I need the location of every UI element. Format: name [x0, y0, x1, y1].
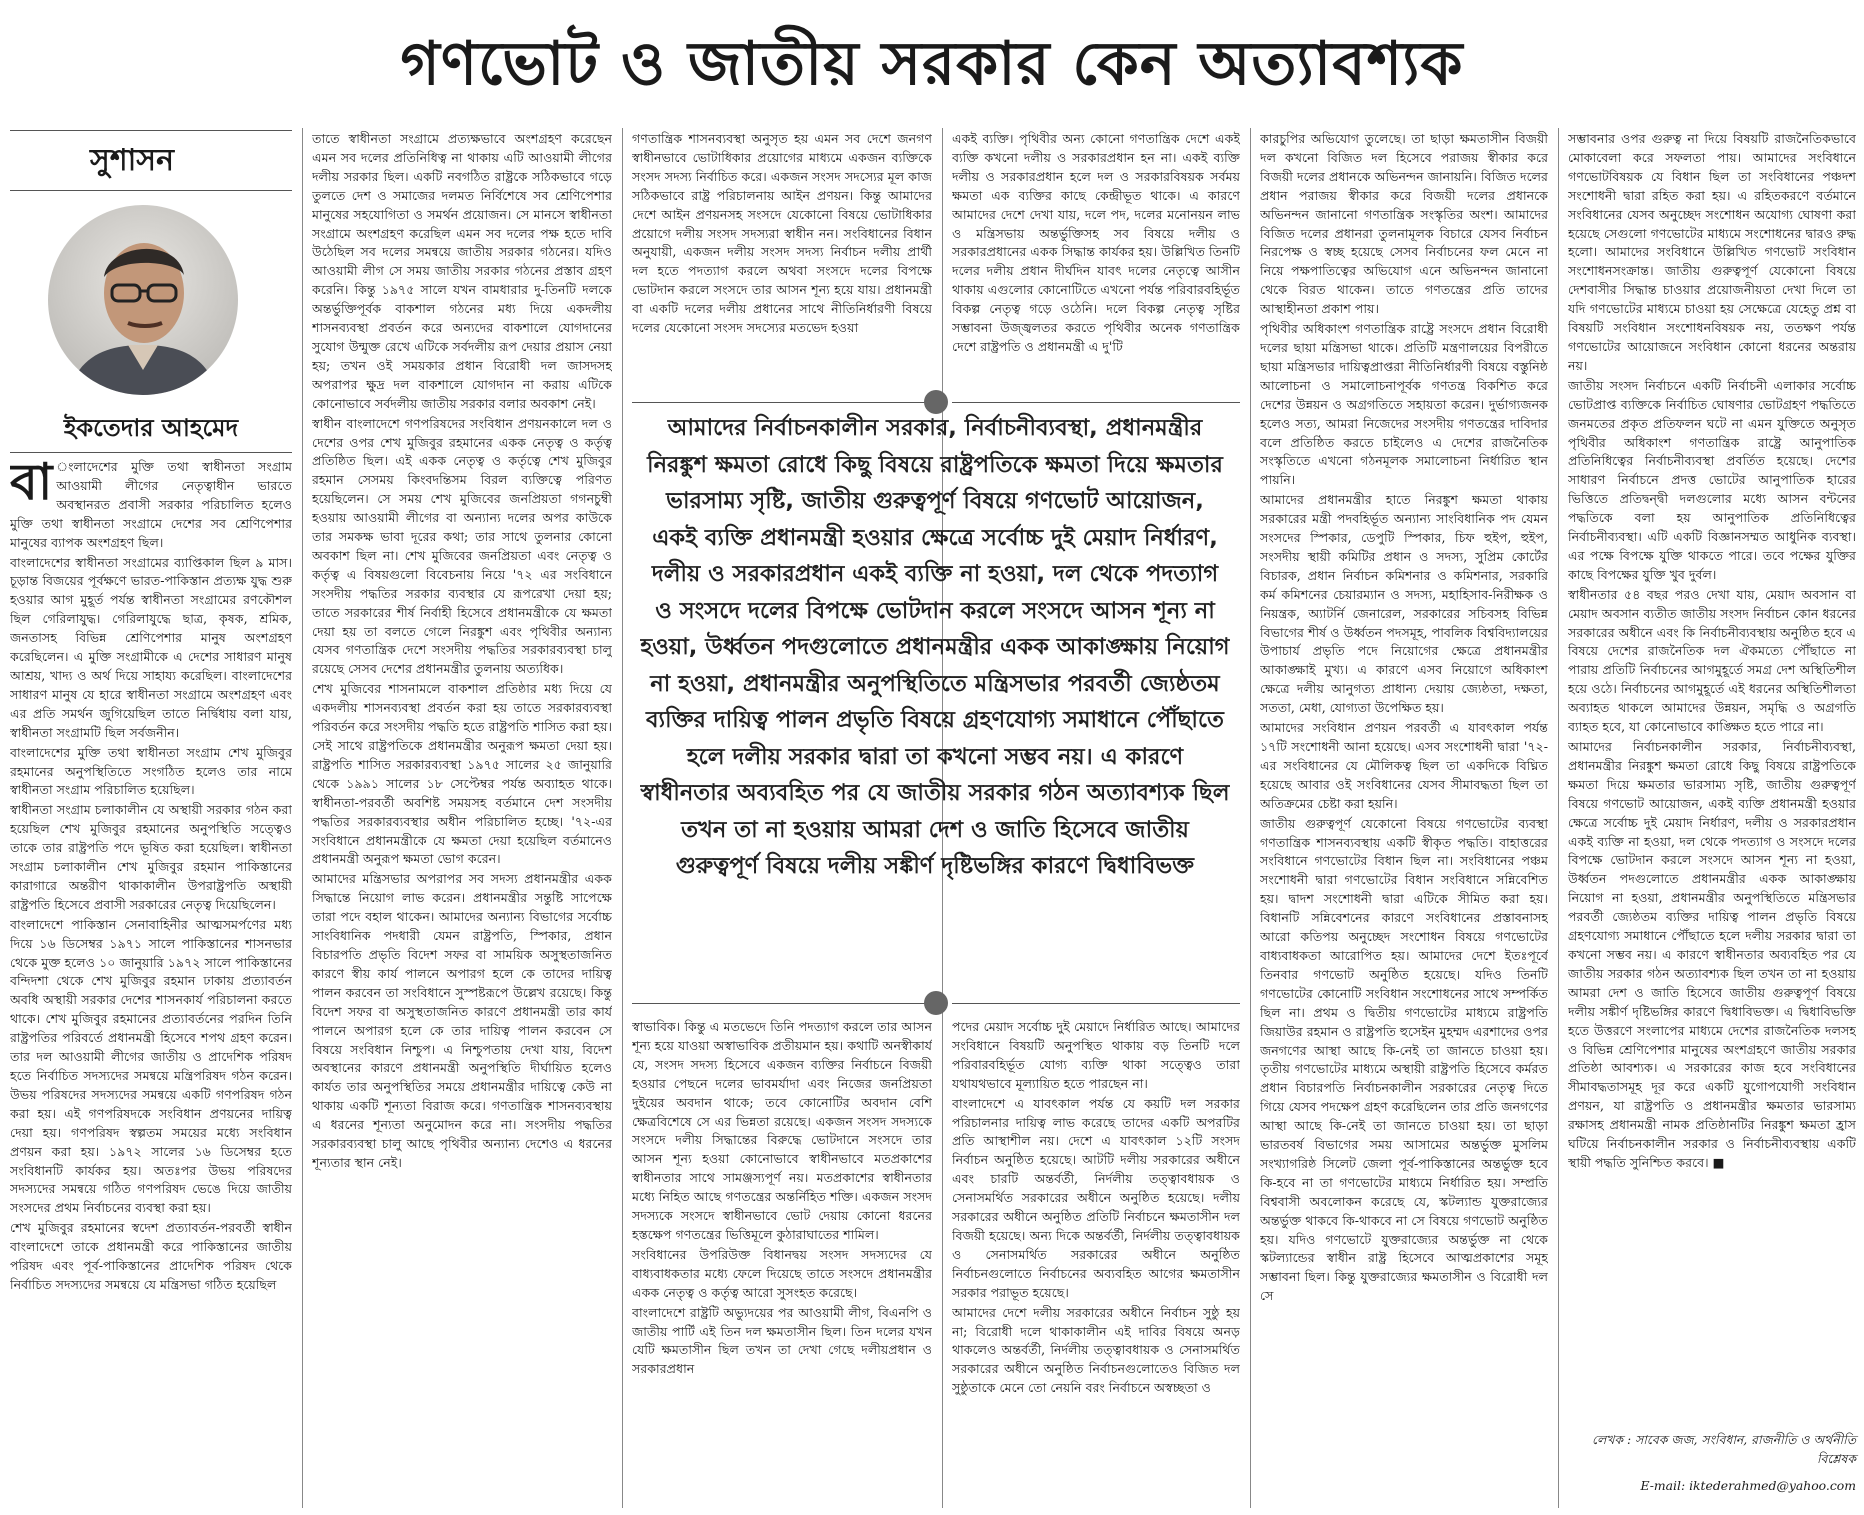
column-rule	[1558, 128, 1559, 1508]
column-3-bottom	[632, 1018, 932, 1505]
column-4-bottom	[952, 1018, 1240, 1505]
paragraph: বা ংলাদেশের মুক্তি তথা স্বাধীনতা সংগ্রাম আওয়ামী লীগের নেতৃত্বাধীন ভারতে অবস্থানরত প্রবাসী সরকার পরিচালিত হলেও মুক্তি তথা স্বাধীনতা সংগ্রামে দেশের সব শ্রেণিপেশার মানুষের ব্যাপক অংশগ্রহণ ছিল।	[10, 458, 292, 550]
column-rule	[622, 128, 623, 1508]
column-1	[10, 458, 292, 1505]
pull-quote: আমাদের নির্বাচনকালীন সরকার, নির্বাচনীব্যবস্থা, প্রধানমন্ত্রীর নিরঙ্কুশ ক্ষমতা রোধে কিছু বিষয়ে রাষ্ট্রপতিকে ক্ষমতা দিয়ে ক্ষমতার ভারসাম্য সৃষ্টি, জাতীয় গুরুত্বপূর্ণ বিষয়ে গণভোট আয়োজন, একই ব্যক্তি প্রধানমন্ত্রী হওয়ার ক্ষেত্রে সর্বোচ্চ দুই মেয়াদ নির্ধারণ, দলীয় ও সরকারপ্রধান একই ব্যক্তি না হওয়া, দল থেকে পদত্যাগ ও সংসদে দলের বিপক্ষে ভোটদান করলে সংসদে আসন শূন্য না হওয়া, উর্ধ্বতন পদগুলোতে প্রধানমন্ত্রীর একক আকাঙ্ক্ষায় নিয়োগ না হওয়া, প্রধানমন্ত্রীর অনুপস্থিতিতে মন্ত্রিসভার পরবর্তী জ্যেষ্ঠতম ব্যক্তির দায়িত্ব পালন প্রভৃতি বিষয়ে গ্রহণযোগ্য সমাধানে পৌঁছাতে হলে দলীয় সরকার দ্বারা তা কখনো সম্ভব নয়। এ কারণে স্বাধীনতার অব্যবহিত পর যে জাতীয় সরকার গঠন অত্যাবশ্যক ছিল তখন তা না হওয়ায় আমরা দেশ ও জাতি হিসেবে জাতীয় গুরুত্বপূর্ণ বিষয়ে দলীয় সঙ্কীর্ণ দৃষ্টিভঙ্গির কারণে দ্বিধাবিভক্ত	[640, 415, 1230, 879]
column-6	[1568, 130, 1856, 1420]
author-email: E-mail: iktederahmed@yahoo.com	[1640, 1478, 1856, 1493]
paragraph: সংবিধানের উপরিউক্ত বিধানদ্বয় সংসদ সদস্যদের যে বাধ্যবাধকতার মধ্যে ফেলে দিয়েছে তাতে সংসদে প্রধানমন্ত্রীর একক নেতৃত্ব ও কর্তৃত্ব আরো সুসংহত করেছে।	[632, 1246, 932, 1300]
headline: গণভোট ও জাতীয় সরকার কেন অত্যাবশ্যক	[400, 29, 1464, 99]
paragraph: শেখ মুজিবের শাসনামলে বাকশাল প্রতিষ্ঠার মধ্য দিয়ে যে একদলীয় শাসনব্যবস্থা প্রবর্তন করা হয় তাতে সরকারব্যবস্থা পরিবর্তন করে সংসদীয় পদ্ধতি হতে রাষ্ট্রপতি শাসিত করা হয়। সেই সাথে রাষ্ট্রপতিকে প্রধানমন্ত্রীর অনুরূপ ক্ষমতা দেয়া হয়। রাষ্ট্রপতি শাসিত সরকারব্যবস্থা ১৯৭৫ সালের ২৫ জানুয়ারি থেকে ১৯৯১ সালের ১৮ সেপ্টেম্বর পর্যন্ত অব্যাহত থাকে। স্বাধীনতা-পরবর্তী অবশিষ্ট সময়সহ বর্তমানে দেশ সংসদীয় পদ্ধতির সরকারব্যবস্থার অধীন পরিচালিত হচ্ছে। '৭২-এর সংবিধানে প্রধানমন্ত্রীকে যে ক্ষমতা দেয়া হয়েছিল বর্তমানেও প্রধানমন্ত্রী অনুরূপ ক্ষমতা ভোগ করেন।	[312, 681, 612, 867]
paragraph: আমাদের নির্বাচনকালীন সরকার, নির্বাচনীব্যবস্থা, প্রধানমন্ত্রীর নিরঙ্কুশ ক্ষমতা রোধে কিছু বিষয়ে রাষ্ট্রপতিকে ক্ষমতা দিয়ে ক্ষমতার ভারসাম্য সৃষ্টি, জাতীয় গুরুত্বপূর্ণ বিষয়ে গণভোট আয়োজন, একই ব্যক্তি প্রধানমন্ত্রী হওয়ার ক্ষেত্রে সর্বোচ্চ দুই মেয়াদ নির্ধারণ, দলীয় ও সরকারপ্রধান একই ব্যক্তি না হওয়া, দল থেকে পদত্যাগ ও সংসদে দলের বিপক্ষে ভোটদান করলে সংসদে আসন শূন্য না হওয়া, উর্ধ্বতন পদগুলোতে প্রধানমন্ত্রীর একক আকাঙ্ক্ষায় নিয়োগ না হওয়া, প্রধানমন্ত্রীর অনুপস্থিতিতে মন্ত্রিসভার পরবর্তী জ্যেষ্ঠতম ব্যক্তির দায়িত্ব পালন প্রভৃতি বিষয়ে গ্রহণযোগ্য সমাধানে পৌঁছাতে হলে দলীয় সরকার দ্বারা তা কখনো সম্ভব নয়। এ কারণে স্বাধীনতার অব্যবহিত পর যে জাতীয় সরকার গঠন অত্যাবশ্যক ছিল তখন তা না হওয়ায় আমরা দেশ ও জাতি হিসেবে জাতীয় গুরুত্বপূর্ণ বিষয়ে দলীয় সঙ্কীর্ণ দৃষ্টিভঙ্গির কারণে দ্বিধাবিভক্ত। এ দ্বিধাবিভক্তি হতে উত্তরণে সংলাপের মাধ্যমে দেশের রাজনৈতিক দলসহ ও বিভিন্ন শ্রেণিপেশার মানুষের অংশগ্রহণে জাতীয় সরকার প্রতিষ্ঠা আবশ্যক। এ সরকারের কাজ হবে সংবিধানের সীমাবদ্ধতাসমূহ দূর করে একটি যুগোপযোগী সংবিধান প্রণয়ন, যা রাষ্ট্রপতি ও প্রধানমন্ত্রীর ক্ষমতার ভারসাম্য রক্ষাসহ প্রধানমন্ত্রী নামক প্রতিষ্ঠানটির নিরঙ্কুশ ক্ষমতা হ্রাস ঘটিয়ে নির্বাচনকালীন সরকার ও নির্বাচনীব্যবস্থায় একটি স্থায়ী পদ্ধতি সুনিশ্চিত করবে। ■	[1568, 739, 1856, 1170]
quote-dot-bottom	[924, 991, 948, 1015]
author-name: ইকতেদার আহমেদ	[63, 414, 239, 442]
column-2	[312, 130, 612, 1505]
paragraph: জাতীয় সংসদ নির্বাচনে একটি নির্বাচনী এলাকার সর্বোচ্চ ভোটপ্রাপ্ত ব্যক্তিকে নির্বাচিত ঘোষণার ভোটগ্রহণ পদ্ধতিতে জনমতের প্রকৃত প্রতিফলন ঘটে না এমন যুক্তিতে অনুসৃত পৃথিবীর অধিকাংশ গণতান্ত্রিক রাষ্ট্রে আনুপাতিক প্রতিনিধিত্বের নির্বাচনীব্যবস্থা প্রবর্তিত হয়েছে। দেশের সাধারণ নির্বাচনে প্রদত্ত ভোটের আনুপাতিক হারের ভিত্তিতে প্রতিদ্বন্দ্বী দলগুলোর মধ্যে আসন বন্টনের পদ্ধতিকে বলা হয় আনুপাতিক প্রতিনিধিত্বের নির্বাচনীব্যবস্থা। এটি একটি বিজ্ঞানসম্মত আধুনিক ব্যবস্থা। এর পক্ষে বিপক্ষে যুক্তি থাকতে পারে। তবে পক্ষের যুক্তির কাছে বিপক্ষের যুক্তি খুব দুর্বল।	[1568, 377, 1856, 582]
paragraph: তাতে স্বাধীনতা সংগ্রামে প্রত্যক্ষভাবে অংশগ্রহণ করেছেন এমন সব দলের প্রতিনিধিত্ব না থাকায় এটি আওয়ামী লীগের দলীয় সরকার ছিল। একটি নবগঠিত রাষ্ট্রকে সঠিকভাবে গড়ে তুলতে দেশ ও সমাজের দলমত নির্বিশেষে সব শ্রেণিপেশার মানুষের সহযোগিতা ও সমর্থন প্রয়োজন। সে মানসে স্বাধীনতা সংগ্রামে অংশগ্রহণ করেছিল এমন সব দলের পক্ষ হতে দাবি উঠেছিল সব দলের সমন্বয়ে জাতীয় সরকার গঠনের। যদিও আওয়ামী লীগ সে সময় জাতীয় সরকার গঠনের প্রস্তাব গ্রহণ করেনি। কিন্তু ১৯৭৫ সালে যখন বামধারার দু-তিনটি দলকে অন্তর্ভুক্তিপূর্বক বাকশাল গঠনের মধ্য দিয়ে একদলীয় শাসনব্যবস্থা প্রবর্তন করে অন্যদের বাকশালে যোগদানের সুযোগ উন্মুক্ত রেখে এটিকে সর্বদলীয় রূপ দেয়ার প্রয়াস নেয়া হয়; তখন ওই সময়কার প্রধান বিরোধী দল জাসদসহ অপরাপর ক্ষুদ্র দল বাকশালে যোগদান না করায় এটিকে কোনোভাবে সর্বদলীয় জাতীয় সরকার বলার অবকাশ নেই।	[312, 131, 612, 411]
column-rule	[302, 128, 303, 1508]
author-photo	[48, 205, 238, 395]
quote-rule-top	[952, 402, 1240, 403]
paragraph: বাংলাদেশের স্বাধীনতা সংগ্রামের ব্যাপ্তিকাল ছিল ৯ মাস। চূড়ান্ত বিজয়ের পূর্বক্ষণে ভারত-পাকিস্তান প্রত্যক্ষ যুদ্ধ শুরু হওয়ার আগ মুহূর্ত পর্যন্ত স্বাধীনতা সংগ্রামের রণকৌশল ছিল গেরিলাযুদ্ধ। গেরিলাযুদ্ধে ছাত্র, কৃষক, শ্রমিক, জনতাসহ বিভিন্ন শ্রেণিপেশার মানুষ অংশগ্রহণ করেছিলেন। এ মুক্তি সংগ্রামীকে এ দেশের সাধারণ মানুষ আশ্রয়, খাদ্য ও অর্থ দিয়ে সাহায্য করেছিল। বাংলাদেশের সাধারণ মানুষ যে হারে স্বাধীনতা সংগ্রামে অংশগ্রহণ এবং এর প্রতি সমর্থন জুগিয়েছিল তাতে নির্দ্বিধায় বলা যায়, স্বাধীনতা সংগ্রামটি ছিল সর্বজনীন।	[10, 554, 292, 740]
paragraph: সম্ভাবনার ওপর গুরুত্ব না দিয়ে বিষয়টি রাজনৈতিকভাবে মোকাবেলা করে সফলতা পায়। আমাদের সংবিধানে গণভোটবিষয়ক যে বিধান ছিল তা সংবিধানের পঞ্চদশ সংশোধনী দ্বারা রহিত করা হয়। এ রহিতকরণে বর্তমানে সংবিধানের যেসব অনুচ্ছেদ সংশোধন অযোগ্য ঘোষণা করা হয়েছে সেগুলো গণভোটের মাধ্যমে সংশোধনের দ্বারও রুদ্ধ হলো। আমাদের সংবিধানে উল্লিখিত গণভোট সংবিধান সংশোধনসংক্রান্ত। জাতীয় গুরুত্বপূর্ণ যেকোনো বিষয়ে দেশবাসীর সিদ্ধান্ত চাওয়ার প্রয়োজনীয়তা দেখা দিলে তা যদি গণভোটের মাধ্যমে চাওয়া হয় সেক্ষেত্রে যেহেতু প্রশ্ন বা বিষয়টি সংবিধান সংশোধনবিষয়ক নয়, ততক্ষণ পর্যন্ত গণভোটের আয়োজনে সংবিধান কোনো ধরনের অন্তরায় নয়।	[1568, 131, 1856, 373]
paragraph: কারচুপির অভিযোগ তুলেছে। তা ছাড়া ক্ষমতাসীন বিজয়ী দল কখনো বিজিত দল হিসেবে পরাজয় স্বীকার করে বিজয়ী দলের প্রধানকে অভিনন্দন জানায়নি। বিজিত দলের প্রধান পরাজয় স্বীকার করে বিজয়ী দলের প্রধানকে অভিনন্দন জানানো গণতান্ত্রিক সংস্কৃতির অংশ। আমাদের বিজিত দলের প্রধানরা তুলনামূলক বিচারে যেসব নির্বাচন নিরপেক্ষ ও স্বচ্ছ হয়েছে সেসব নির্বাচনের ফল মেনে না নিয়ে পক্ষপাতিত্বের অভিযোগ এনে অভিনন্দন জানানো থেকে বিরত থাকেন। তাতে গণতন্ত্রের প্রতি তাদের আস্থাহীনতা প্রকাশ পায়।	[1260, 131, 1548, 317]
quote-rule-bottom	[632, 1003, 932, 1004]
paragraph: একই ব্যক্তি। পৃথিবীর অন্য কোনো গণতান্ত্রিক দেশে একই ব্যক্তি কখনো দলীয় ও সরকারপ্রধান হন না। একই ব্যক্তি দলীয় ও সরকারপ্রধান হলে দল ও সরকারবিষয়ক সর্বময় ক্ষমতা এক ব্যক্তির কাছে কেন্দ্রীভূত থাকে। এ কারণে আমাদের দেশে দেখা যায়, দলে পদ, দলের মনোনয়ন লাভ ও মন্ত্রিসভায় অন্তর্ভুক্তিসহ সব বিষয়ে দলীয় ও সরকারপ্রধানের একক সিদ্ধান্ত কার্যকর হয়। উল্লিখিত তিনটি দলের দলীয় প্রধান দীর্ঘদিন যাবৎ দলের নেতৃত্বে আসীন থাকায় এগুলোর কোনোটিতে এখনো পর্যন্ত পরিবারবহির্ভূত বিকল্প নেতৃত্ব গড়ে ওঠেনি। দলে বিকল্প নেতৃত্ব সৃষ্টির সম্ভাবনা উজ্জ্বলতর করতে পৃথিবীর অনেক গণতান্ত্রিক দেশে রাষ্ট্রপতি ও প্রধানমন্ত্রী এ দু'টি	[952, 131, 1240, 354]
paragraph: জাতীয় গুরুত্বপূর্ণ যেকোনো বিষয়ে গণভোটের ব্যবস্থা গণতান্ত্রিক শাসনব্যবস্থায় একটি স্বীকৃত পদ্ধতি। বাহাত্তরের সংবিধানে গণভোটের বিধান ছিল না। সংবিধানের পঞ্চম সংশোধনী দ্বারা গণভোটের বিধান সংবিধানে সন্নিবেশিত হয়। দ্বাদশ সংশোধনী দ্বারা এটিকে সীমিত করা হয়। বিধানটি সন্নিবেশনের কারণে সংবিধানের প্রস্তাবনাসহ আরো কতিপয় অনুচ্ছেদ সংশোধন বিষয়ে গণভোটের বাধ্যবাধকতা আরোপিত হয়। আমাদের দেশে ইতঃপূর্বে তিনবার গণভোট অনুষ্ঠিত হয়েছে। যদিও তিনটি গণভোটের কোনোটি সংবিধান সংশোধনের সাথে সম্পর্কিত ছিল না। প্রথম ও দ্বিতীয় গণভোটের মাধ্যমে রাষ্ট্রপতি জিয়াউর রহমান ও রাষ্ট্রপতি হুসেইন মুহম্মদ এরশাদের ওপর জনগণের আস্থা আছে কি-নেই তা জানতে চাওয়া হয়। তৃতীয় গণভোটের মাধ্যমে অস্থায়ী রাষ্ট্রপতি হিসেবে কর্মরত প্রধান বিচারপতি নির্বাচনকালীন সরকারের নেতৃত্ব দিতে গিয়ে যেসব পদক্ষেপ গ্রহণ করেছিলেন তার প্রতি জনগণের আস্থা আছে কি-নেই তা জানতে চাওয়া হয়। তা ছাড়া ভারতবর্ষ বিভাগের সময় আসামের অন্তর্ভুক্ত মুসলিম সংখ্যাগরিষ্ঠ সিলেট জেলা পূর্ব-পাকিস্তানের অন্তর্ভুক্ত হবে কি-হবে না তা গণভোটের মাধ্যমে নির্ধারিত হয়। সম্প্রতি বিশ্ববাসী অবলোকন করেছে যে, স্কটল্যান্ড যুক্তরাজ্যের অন্তর্ভুক্ত থাকবে কি-থাকবে না সে বিষয়ে গণভোট অনুষ্ঠিত হয়। যদিও গণভোটে যুক্তরাজ্যের অন্তর্ভুক্ত না থেকে স্কটল্যান্ডের স্বাধীন রাষ্ট্র হিসেবে আত্মপ্রকাশের সমূহ সম্ভাবনা ছিল। কিন্তু যুক্তরাজ্যের ক্ষমতাসীন ও বিরোধী দল সে	[1260, 815, 1548, 1304]
section-rule-top	[10, 130, 292, 131]
paragraph: স্বাধীন বাংলাদেশে গণপরিষদের সংবিধান প্রণয়নকালে দল ও দেশের ওপর শেখ মুজিবুর রহমানের একক নেতৃত্ব ও কর্তৃত্ব প্রতিষ্ঠিত ছিল। এই একক নেতৃত্ব ও কর্তৃত্বে শেখ মুজিবুর রহমান সেসময় কিংবদন্তিসম বিরল ব্যক্তিত্বে পরিণত হয়েছিলেন। সে সময় শেখ মুজিবের জনপ্রিয়তা গগনচুম্বী হওয়ায় আওয়ামী লীগের বা অন্যান্য দলের অপর কাউকে তার সমকক্ষ ভাবা দূরের কথা; তার সাথে তুলনার কোনো অবকাশ ছিল না। শেখ মুজিবের জনপ্রিয়তা এবং নেতৃত্ব ও কর্তৃত্ব এ বিষয়গুলো বিবেচনায় নিয়ে '৭২ এর সংবিধানে সংসদীয় পদ্ধতির সরকার ব্যবস্থার যে রূপরেখা দেয়া হয়; তাতে সরকারের শীর্ষ নির্বাহী হিসেবে প্রধানমন্ত্রীকে যে ক্ষমতা দেয়া হয় তা বলতে গেলে নিরঙ্কুশ এবং পৃথিবীর অন্যান্য যেসব গণতান্ত্রিক দেশে সংসদীয় পদ্ধতির সরকারব্যবস্থা চালু রয়েছে সেসব দেশের প্রধানমন্ত্রীর তুলনায় অত্যধিক।	[312, 415, 612, 677]
paragraph: গণতান্ত্রিক শাসনব্যবস্থা অনুসৃত হয় এমন সব দেশে জনগণ স্বাধীনভাবে ভোটাধিকার প্রয়োগের মাধ্যমে একজন ব্যক্তিকে সংসদ সদস্য নির্বাচিত করে। একজন সংসদ সদস্যের মূল কাজ সঠিকভাবে রাষ্ট্র পরিচালনায় আইন প্রণয়ন। কিন্তু আমাদের দেশে আইন প্রণয়নসহ সংসদে যেকোনো বিষয়ে ভোটাধিকার প্রয়োগে দলীয় সংসদ সদস্যরা স্বাধীন নন। সংবিধানের বিধান অনুযায়ী, একজন দলীয় সংসদ সদস্য নির্বাচন দলীয় প্রার্থী দল হতে পদত্যাগ করলে অথবা সংসদে দলের বিপক্ষে ভোটদান করলে সংসদে তার আসন শূন্য হয়ে যায়। প্রধানমন্ত্রী বা একটি দলের দলীয় প্রধানের সাথে নীতিনির্ধারণী বিষয়ে দলের যেকোনো সংসদ সদস্যের মতভেদ হওয়া	[632, 131, 932, 336]
paragraph: পদের মেয়াদ সর্বোচ্চ দুই মেয়াদে নির্ধারিত আছে। আমাদের সংবিধানে বিষয়টি অনুপস্থিত থাকায় বড় তিনটি দলে পরিবারবহির্ভূত যোগ্য ব্যক্তি থাকা সত্ত্বেও তারা যথাযথভাবে মূল্যায়িত হতে পারছেন না।	[952, 1019, 1240, 1091]
paragraph: আমাদের সংবিধান প্রণয়ন পরবর্তী এ যাবৎকাল পর্যন্ত ১৭টি সংশোধনী আনা হয়েছে। এসব সংশোধনী দ্বারা '৭২-এর সংবিধানের যে মৌলিকত্ব ছিল তা একদিকে বিঘ্নিত হয়েছে আবার ওই সংবিধানের যেসব সীমাবদ্ধতা ছিল তা অতিক্রমের চেষ্টা করা হয়নি।	[1260, 720, 1548, 811]
paragraph: স্বাধীনতা সংগ্রাম চলাকালীন যে অস্থায়ী সরকার গঠন করা হয়েছিল শেখ মুজিবুর রহমানের অনুপস্থিতি সত্ত্বেও তাকে তার রাষ্ট্রপতি পদে ভূষিত করা হয়েছিল। স্বাধীনতা সংগ্রাম চলাকালীন শেখ মুজিবুর রহমান পাকিস্তানের কারাগারে অন্তরীণ থাকাকালীন উপরাষ্ট্রপতি অস্থায়ী রাষ্ট্রপতি হিসেবে প্রবাসী সরকারের নেতৃত্ব দিয়েছিলেন।	[10, 802, 292, 912]
drop-cap: বা	[10, 458, 53, 511]
end-mark: ■	[1712, 1154, 1725, 1170]
paragraph: স্বাধীনতার ৫৪ বছর পরও দেখা যায়, মেয়াদ অবসান বা মেয়াদ অবসান ব্যতীত জাতীয় সংসদ নির্বাচন কোন ধরনের সরকারের অধীনে এবং কি নির্বাচনীব্যবস্থায় অনুষ্ঠিত হবে এ বিষয়ে দেশের রাজনৈতিক দল ঐকমত্যে পৌঁছাতে না পারায় প্রতিটি নির্বাচনের আগমুহূর্তে সমগ্র দেশ অস্থিতিশীল হয়ে ওঠে। নির্বাচনের আগমুহূর্তে এই ধরনের অস্থিতিশীলতা অব্যাহত থাকলে আমাদের উন্নয়ন, সমৃদ্ধি ও অগ্রগতি ব্যাহত হবে, যা কোনোভাবে কাঙ্ক্ষিত হতে পারে না।	[1568, 586, 1856, 735]
quote-rule-bottom	[952, 1003, 1240, 1004]
paragraph: বাংলাদেশের মুক্তি তথা স্বাধীনতা সংগ্রাম শেখ মুজিবুর রহমানের অনুপস্থিতিতে সংগঠিত হলেও তার নামে স্বাধীনতা সংগ্রাম পরিচালিত হয়েছিল।	[10, 744, 292, 798]
quote-rule-top	[632, 402, 932, 403]
byline-block	[1568, 1430, 1856, 1493]
paragraph: বাংলাদেশে পাকিস্তান সেনাবাহিনীর আত্মসমর্পণের মধ্য দিয়ে ১৬ ডিসেম্বর ১৯৭১ সালে পাকিস্তানের শাসনভার থেকে মুক্ত হলেও ১০ জানুয়ারি ১৯৭২ সালে পাকিস্তানের বন্দিদশা থেকে শেখ মুজিবুর রহমান ঢাকায় প্রত্যাবর্তন অবধি অস্থায়ী সরকার দেশের শাসনকার্য পরিচালনা করতে থাকে। শেখ মুজিবুর রহমানের প্রত্যাবর্তনের পরদিন তিনি রাষ্ট্রপতির পরিবর্তে প্রধানমন্ত্রী হিসেবে শপথ গ্রহণ করেন। তার দল আওয়ামী লীগের জাতীয় ও প্রাদেশিক পরিষদ হতে নির্বাচিত সদস্যদের সমন্বয়ে মন্ত্রিপরিষদ গঠন করেন। উভয় পরিষদের সদস্যদের সমন্বয়ে একটি গণপরিষদ গঠন করা হয়। এই গণপরিষদকে সংবিধান প্রণয়নের দায়িত্ব দেয়া হয়। গণপরিষদ স্বল্পতম সময়ের মধ্যে সংবিধান প্রণয়ন করা হয়। ১৯৭২ সালের ১৬ ডিসেম্বর হতে সংবিধানটি কার্যকর হয়। অতঃপর উভয় পরিষদের সদস্যদের সমন্বয়ে গঠিত গণপরিষদ ভেঙে দিয়ে জাতীয় সংসদের প্রথম নির্বাচনের ব্যবস্থা করা হয়।	[10, 916, 292, 1216]
column-rule	[1250, 128, 1251, 1508]
paragraph: বাংলাদেশে এ যাবৎকাল পর্যন্ত যে কয়টি দল সরকার পরিচালনার দায়িত্ব লাভ করেছে তাদের একটি অপরটির প্রতি আস্থাশীল নয়। দেশে এ যাবৎকাল ১২টি সংসদ নির্বাচন অনুষ্ঠিত হয়েছে। আটটি দলীয় সরকারের অধীনে এবং চারটি অন্তর্বর্তী, নির্দলীয় তত্ত্বাবধায়ক ও সেনাসমর্থিত সরকারের অধীনে অনুষ্ঠিত হয়েছে। দলীয় সরকারের অধীনে অনুষ্ঠিত প্রতিটি নির্বাচনে ক্ষমতাসীন দল বিজয়ী হয়েছে। অন্য দিকে অন্তর্বর্তী, নির্দলীয় তত্ত্বাবধায়ক ও সেনাসমর্থিত সরকারের অধীনে অনুষ্ঠিত নির্বাচনগুলোতে নির্বাচনের অব্যবহিত আগের ক্ষমতাসীন সরকার পরাভূত হয়েছে।	[952, 1095, 1240, 1300]
paragraph: শেখ মুজিবুর রহমানের স্বদেশ প্রত্যাবর্তন-পরবর্তী স্বাধীন বাংলাদেশে তাকে প্রধানমন্ত্রী করে পাকিস্তানের জাতীয় পরিষদ এবং পূর্ব-পাকিস্তানের প্রাদেশিক পরিষদ থেকে নির্বাচিত সদস্যদের সমন্বয়ে যে মন্ত্রিসভা গঠিত হয়েছিল	[10, 1220, 292, 1292]
column-3-top	[632, 130, 932, 385]
section-label: সুশাসন	[90, 143, 174, 178]
author-rule	[10, 452, 292, 453]
column-5	[1260, 130, 1548, 1505]
section-rule-bottom	[10, 190, 292, 191]
paragraph: আমাদের দেশে দলীয় সরকারের অধীনে নির্বাচন সুষ্ঠু হয় না; বিরোধী দলে থাকাকালীন এই দাবির বিষয়ে অনড় থাকলেও অন্তর্বর্তী, নির্দলীয় তত্ত্বাবধায়ক ও সেনাসমর্থিত সরকারের অধীনে অনুষ্ঠিত নির্বাচনগুলোতেও বিজিত দল সুষ্ঠুতাকে মেনে তো নেয়নি বরং নির্বাচনে অস্বচ্ছতা ও	[952, 1304, 1240, 1396]
paragraph: আমাদের মন্ত্রিসভার অপরাপর সব সদস্য প্রধানমন্ত্রীর একক সিদ্ধান্তে নিয়োগ লাভ করেন। প্রধানমন্ত্রীর সন্তুষ্টি সাপেক্ষে তারা পদে বহাল থাকেন। আমাদের অন্যান্য বিভাগের সর্বোচ্চ সাংবিধানিক পদধারী যেমন রাষ্ট্রপতি, স্পিকার, প্রধান বিচারপতি প্রভৃতি বিদেশ সফর বা সাময়িক অসুস্থতাজনিত কারণে স্বীয় কার্য পালনে অপারগ হলে কে তাদের দায়িত্ব পালন করবেন তা সংবিধানে সুস্পষ্টরূপে উল্লেখ রয়েছে। কিন্তু বিদেশ সফর বা অসুস্থতাজনিত কারণে প্রধানমন্ত্রী তার কার্য পালনে অপারগ হলে কে তার দায়িত্ব পালন করবেন সে বিষয়ে সংবিধান নিশ্চুপ। এ নিশ্চুপতায় দেখা যায়, বিদেশ অবস্থানের কারণে প্রধানমন্ত্রী অনুপস্থিতি দীর্ঘায়িত হলেও কার্যত তার অনুপস্থিতির সময়ে প্রধানমন্ত্রীর দায়িত্বে কেউ না থাকায় একটি শূন্যতা বিরাজ করে। গণতান্ত্রিক শাসনব্যবস্থায় এ ধরনের শূন্যতা অনুমোদন করে না। সংসদীয় পদ্ধতির সরকারব্যবস্থা চালু আছে পৃথিবীর অন্যান্য দেশেও এ ধরনের শূন্যতার স্থান নেই।	[312, 871, 612, 1170]
paragraph: আমাদের প্রধানমন্ত্রীর হাতে নিরঙ্কুশ ক্ষমতা থাকায় সরকারের মন্ত্রী পদবহির্ভূত অন্যান্য সাংবিধানিক পদ যেমন সংসদের স্পিকার, ডেপুটি স্পিকার, চিফ হুইপ, হুইপ, সংসদীয় স্থায়ী কমিটির প্রধান ও সদস্য, সুপ্রিম কোর্টের বিচারক, প্রধান নির্বাচন কমিশনার ও কমিশনার, সরকারি কর্ম কমিশনের চেয়ারম্যান ও সদস্য, মহাহিসাব-নিরীক্ষক ও নিয়ন্ত্রক, অ্যাটর্নি জেনারেল, সরকারের সচিবসহ বিভিন্ন বিভাগের শীর্ষ ও উর্ধ্বতন পদসমূহ, পাবলিক বিশ্ববিদ্যালয়ের উপাচার্য প্রভৃতি পদে নিয়োগের ক্ষেত্রে প্রধানমন্ত্রীর আকাঙ্ক্ষাই মুখ্য। এ কারণে এসব নিয়োগে অধিকাংশ ক্ষেত্রে দলীয় আনুগত্য প্রাধান্য দেয়ায় জ্যেষ্ঠতা, দক্ষতা, সততা, মেধা, যোগ্যতা উপেক্ষিত হয়।	[1260, 492, 1548, 716]
column-4-top	[952, 130, 1240, 385]
paragraph: স্বাভাবিক। কিন্তু এ মতভেদে তিনি পদত্যাগ করলে তার আসন শূন্য হয়ে যাওয়া অস্বাভাবিক প্রতীয়মান হয়। কথাটি অনস্বীকার্য যে, সংসদ সদস্য হিসেবে একজন ব্যক্তির নির্বাচনে বিজয়ী হওয়ার পেছনে দলের ভাবমর্যাদা এবং নিজের জনপ্রিয়তা দুইয়ের অবদান থাকে; তবে কোনোটির অবদান বেশি ক্ষেত্রবিশেষে সে এর ভিন্নতা রয়েছে। একজন সংসদ সদস্যকে সংসদে দলীয় সিদ্ধান্তের বিরুদ্ধে ভোটদানে সংসদে তার আসন শূন্য হওয়া কোনোভাবে স্বাধীনভাবে মতপ্রকাশের স্বাধীনতার সাথে সামঞ্জস্যপূর্ণ নয়। মতপ্রকাশের স্বাধীনতার মধ্যে নিহিত আছে গণতন্ত্রের অন্তর্নিহিত শক্তি। একজন সংসদ সদস্যকে সংসদে স্বাধীনভাবে ভোট দেয়ায় কোনো ধরনের হস্তক্ষেপ গণতন্ত্রের ভিত্তিমূলে কুঠারাঘাতের শামিল।	[632, 1019, 932, 1242]
author-note: লেখক : সাবেক জজ, সংবিধান, রাজনীতি ও অর্থনীতি বিশ্লেষক	[1591, 1432, 1856, 1466]
paragraph: পৃথিবীর অধিকাংশ গণতান্ত্রিক রাষ্ট্রে সংসদে প্রধান বিরোধী দলের ছায়া মন্ত্রিসভা থাকে। প্রতিটি মন্ত্রণালয়ের বিপরীতে ছায়া মন্ত্রিসভার দায়িত্বপ্রাপ্তরা নীতিনির্ধারণী বিষয়ে বস্তুনিষ্ঠ আলোচনা ও সমালোচনাপূর্বক গণতন্ত্র বিকশিত করে দেশের উন্নয়ন ও অগ্রগতিতে সহায়তা করেন। দুর্ভাগ্যজনক হলেও সত্য, আমরা নিজেদের সংসদীয় গণতন্ত্রের দাবিদার বলে প্রতিষ্ঠিত করতে চাইলেও এ দেশের রাজনৈতিক সংস্কৃতিতে এখনো গঠনমূলক সমালোচনা নির্ধারিত স্থান পায়নি।	[1260, 321, 1548, 488]
paragraph: বাংলাদেশে রাষ্ট্রটি অভ্যুদয়ের পর আওয়ামী লীগ, বিএনপি ও জাতীয় পার্টি এই তিন দল ক্ষমতাসীন ছিল। তিন দলের যখন যেটি ক্ষমতাসীন ছিল তখন তা দেখা গেছে দলীয়প্রধান ও সরকারপ্রধান	[632, 1304, 932, 1377]
